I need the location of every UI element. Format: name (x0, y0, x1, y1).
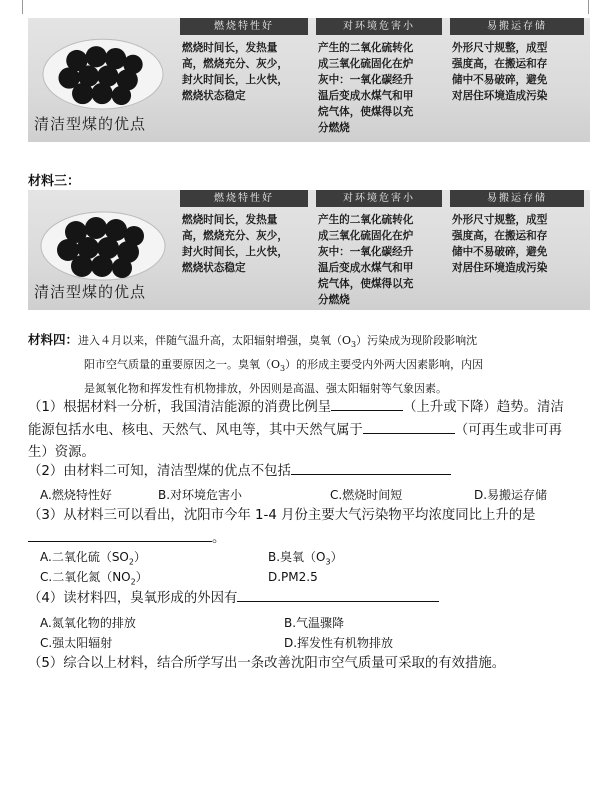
text-line: 成三氧化硫固化在炉 (318, 58, 414, 70)
clean-coal-photo-top (28, 18, 590, 142)
text-line: 燃烧状态稳定 (182, 262, 246, 274)
option-text: C.二氧化氮（NO (40, 570, 131, 584)
column-header: 燃烧特性好 (180, 18, 308, 35)
option-d[interactable]: D.易搬运存储 (474, 488, 548, 502)
column-burning (180, 18, 308, 104)
text-line: 分燃烧 (318, 294, 350, 306)
text-line: ）污染成为现阶段影响沈 (356, 334, 478, 347)
crop-mark-right (588, 0, 589, 14)
question-1 (28, 396, 588, 464)
answer-blank[interactable] (28, 527, 212, 542)
material3-label: 材料三： (28, 174, 81, 189)
text-line: 产生的二氧化硫转化 (318, 42, 414, 54)
text-line: 烷气体，使煤得以充 (318, 278, 414, 290)
option-text: A.二氧化硫（SO (40, 550, 129, 564)
subscript: 3 (280, 364, 286, 374)
text-line: 储中不易破碎，避免 (452, 246, 548, 258)
question-text: 。 (212, 531, 226, 546)
text-line: 成三氧化硫固化在炉 (318, 230, 414, 242)
column-environment (316, 18, 442, 136)
answer-blank[interactable] (291, 460, 451, 475)
material4-paragraph (28, 330, 594, 399)
text-line: 高，燃烧充分、灰少， (182, 58, 288, 70)
question-text: （可再生或非可再 (454, 423, 562, 438)
option-a[interactable]: A.氮氧化物的排放 (40, 616, 136, 630)
text-line: 封火时间长，上火快， (182, 246, 288, 258)
option-d[interactable]: D.挥发性有机物排放 (284, 636, 394, 650)
photo-caption: 清洁型煤的优点 (34, 283, 147, 301)
text-line: 阳市空气质量的重要原因之一。臭氧（O (84, 358, 281, 372)
text-line: 对居住环境造成污染 (452, 90, 548, 102)
text-line: 强度高，在搬运和存 (452, 230, 548, 242)
column-environment (316, 190, 442, 308)
text-line: 灰中：一氧化碳经升 (318, 74, 414, 86)
question-4 (28, 587, 588, 610)
question-text: （3）从材料三可以看出，沈阳市今年 1-4 月份主要大气污染物平均浓度同比上升的是 (28, 508, 536, 523)
question-3 (28, 505, 588, 550)
text-line: 燃烧时间长，发热量 (182, 42, 278, 54)
option-d[interactable]: D.PM2.5 (268, 570, 318, 584)
answer-blank[interactable] (363, 419, 455, 434)
text-line: 外形尺寸规整，成型 (452, 214, 548, 226)
column-header: 燃烧特性好 (180, 190, 308, 207)
question-2 (28, 460, 588, 483)
text-line: ）的形成主要受内外两大因素影响，内因 (285, 358, 484, 372)
option-c[interactable]: C.强太阳辐射 (40, 636, 113, 650)
text-line: 燃烧时间长，发热量 (182, 214, 278, 226)
text-line: 灰中：一氧化碳经升 (318, 246, 414, 258)
text-line: 强度高，在搬运和存 (452, 58, 548, 70)
question-5 (28, 653, 588, 675)
clean-coal-photo-material3 (28, 190, 590, 310)
column-header: 易搬运存储 (450, 18, 584, 35)
text-line: 分燃烧 (318, 122, 350, 134)
column-storage (450, 18, 584, 104)
column-header: 对环境危害小 (316, 190, 442, 207)
option-text: ） (133, 550, 146, 564)
text-line: 是氮氧化物和挥发性有机物排放，外因则是高温、强太阳辐射等气象因素。 (84, 382, 447, 396)
option-a[interactable]: A.燃烧特性好 (40, 488, 112, 502)
option-b[interactable]: B.对环境危害小 (158, 488, 243, 502)
subscript: 2 (130, 577, 136, 587)
text-line: 温后变成水煤气和甲 (318, 90, 414, 102)
text-line: 产生的二氧化硫转化 (318, 214, 414, 226)
question-text: （2）由材料二可知，清洁型煤的优点不包括 (28, 464, 291, 479)
question-text: 生）资源。 (28, 445, 95, 460)
text-line: 封火时间长，上火快， (182, 74, 288, 86)
crop-mark-left (22, 0, 23, 14)
photo-caption: 清洁型煤的优点 (34, 115, 147, 133)
subscript: 2 (128, 557, 134, 567)
answer-blank[interactable] (237, 587, 439, 602)
column-header: 易搬运存储 (450, 190, 584, 207)
material4-label: 材料四： (28, 332, 79, 347)
text-line: 温后变成水煤气和甲 (318, 262, 414, 274)
text-line: 烷气体，使煤得以充 (318, 106, 414, 118)
option-c[interactable]: C.燃烧时间短 (330, 488, 403, 502)
question-text: （4）读材料四，臭氧形成的外因有 (28, 591, 238, 606)
option-text: ） (135, 570, 148, 584)
text-line: 燃烧状态稳定 (182, 90, 246, 102)
question-text: （1）根据材料一分析，我国清洁能源的消费比例呈 (28, 400, 332, 415)
column-header: 对环境危害小 (316, 18, 442, 35)
question-text: 能源包括水电、核电、天然气、风电等，其中天然气属于 (28, 423, 363, 438)
text-line: 外形尺寸规整，成型 (452, 42, 548, 54)
text-line: 对居住环境造成污染 (452, 262, 548, 274)
question-text: （上升或下降）趋势。清洁 (403, 400, 564, 415)
subscript: 3 (325, 557, 331, 567)
option-text: ） (330, 550, 343, 564)
question-text: （5）综合以上材料，结合所学写出一条改善沈阳市空气质量可采取的有效措施。 (28, 656, 506, 671)
text-line: 高，燃烧充分、灰少， (182, 230, 288, 242)
column-burning (180, 190, 308, 276)
option-text: B.臭氧（O (268, 550, 326, 564)
subscript: 3 (351, 340, 357, 350)
text-line: 储中不易破碎，避免 (452, 74, 548, 86)
text-line: 进入４月以来，伴随气温升高，太阳辐射增强，臭氧（O (78, 334, 352, 347)
option-b[interactable]: B.气温骤降 (284, 616, 345, 630)
answer-blank[interactable] (331, 396, 403, 411)
column-storage (450, 190, 584, 276)
